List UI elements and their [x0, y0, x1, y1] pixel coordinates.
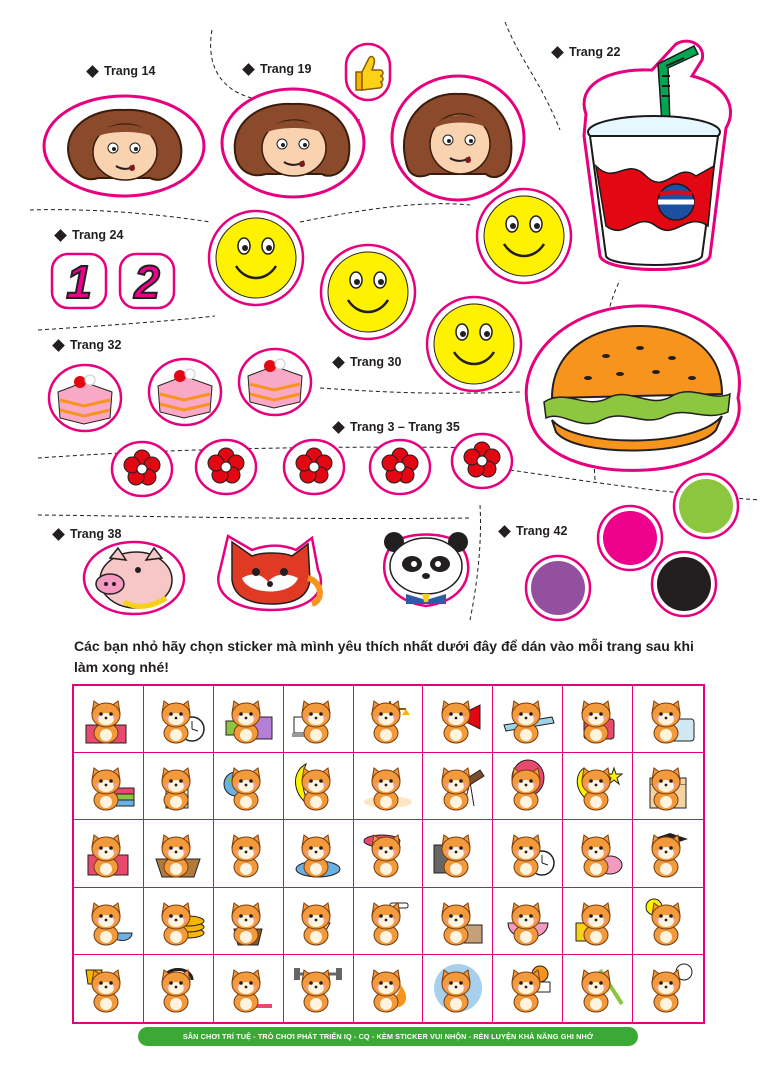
- shiba-gift-icon: [80, 825, 136, 881]
- shiba-sticker-cell[interactable]: [74, 686, 144, 753]
- shiba-pancakes-icon: [150, 893, 206, 949]
- diamond-bullet-icon: [86, 65, 99, 78]
- shiba-sticker-cell[interactable]: [423, 686, 493, 753]
- shiba-sticker-cell[interactable]: [493, 753, 563, 820]
- shiba-sticker-cell[interactable]: [214, 955, 284, 1022]
- shiba-scale-icon: [360, 691, 416, 747]
- shiba-box-icon: [80, 691, 136, 747]
- shiba-sticker-cell[interactable]: [354, 753, 424, 820]
- shiba-wave-icon: [430, 960, 486, 1016]
- shiba-bucket-icon: [220, 893, 276, 949]
- shiba-castle-icon: [640, 758, 696, 814]
- shiba-notepad-icon: [150, 758, 206, 814]
- shiba-sticker-cell[interactable]: [74, 753, 144, 820]
- thumbs-up-sticker[interactable]: [344, 42, 392, 102]
- shiba-sticker-cell[interactable]: [284, 686, 354, 753]
- footer-banner: SÂN CHƠI TRÍ TUỆ - TRÒ CHƠI PHÁT TRIỂN IQ - CQ - KÈM STICKER VUI NHỘN - RÈN LUYỆN KHẢ NĂNG GHI NHỚ: [138, 1027, 638, 1046]
- shiba-sticker-cell[interactable]: [563, 686, 633, 753]
- cake-slice-sticker[interactable]: [46, 362, 124, 434]
- black-dot-sticker[interactable]: [650, 550, 718, 618]
- shiba-sticker-grid: [72, 684, 705, 1024]
- diamond-bullet-icon: [332, 356, 345, 369]
- diamond-bullet-icon: [551, 46, 564, 59]
- shiba-sticker-cell[interactable]: [354, 955, 424, 1022]
- pig-sticker[interactable]: [82, 540, 186, 616]
- shiba-sticker-cell[interactable]: [144, 753, 214, 820]
- diamond-bullet-icon: [332, 421, 345, 434]
- number-2-sticker[interactable]: [118, 252, 176, 315]
- shiba-teacup-icon: [500, 893, 556, 949]
- shiba-sticker-cell[interactable]: [563, 820, 633, 887]
- diamond-bullet-icon: [54, 229, 67, 242]
- shiba-sticker-cell[interactable]: [423, 820, 493, 887]
- shiba-sticker-cell[interactable]: [214, 753, 284, 820]
- soda-cup-sticker[interactable]: [566, 36, 742, 280]
- label-trang-32: Trang 32: [54, 338, 121, 352]
- shiba-sticker-cell[interactable]: [284, 753, 354, 820]
- shiba-basketball-icon: [500, 960, 556, 1016]
- shiba-suitcase-icon: [640, 691, 696, 747]
- shiba-sticker-cell[interactable]: [423, 888, 493, 955]
- flower-sticker[interactable]: [194, 438, 258, 496]
- shiba-sticker-cell[interactable]: [633, 686, 703, 753]
- number-2-shape: [118, 252, 176, 310]
- shiba-slide-icon: [570, 960, 626, 1016]
- shiba-dumbbell-icon: [290, 960, 346, 1016]
- shiba-sticker-cell[interactable]: [74, 888, 144, 955]
- purple-dot-sticker[interactable]: [524, 554, 592, 622]
- flower-sticker[interactable]: [450, 432, 514, 490]
- shiba-bag-icon: [570, 893, 626, 949]
- shiba-books-icon: [80, 758, 136, 814]
- smiley-sticker[interactable]: [318, 242, 418, 342]
- shiba-volleyball-icon: [640, 960, 696, 1016]
- label-trang-22: Trang 22: [553, 45, 620, 59]
- number-1-shape: [50, 252, 108, 310]
- girl-face-sticker[interactable]: [40, 90, 208, 202]
- smiley-sticker[interactable]: [474, 186, 574, 286]
- shiba-sticker-cell[interactable]: [74, 820, 144, 887]
- shiba-sticker-cell[interactable]: [633, 753, 703, 820]
- smiley-sticker[interactable]: [424, 294, 524, 394]
- shiba-sticker-cell[interactable]: [354, 820, 424, 887]
- shiba-moon-icon: [290, 758, 346, 814]
- shiba-sticker-cell[interactable]: [423, 753, 493, 820]
- label-trang-24: Trang 24: [56, 228, 123, 242]
- shiba-sticker-cell[interactable]: [144, 955, 214, 1022]
- burger-sticker[interactable]: [516, 298, 748, 476]
- shiba-campfire-icon: [360, 960, 416, 1016]
- shiba-bone-icon: [360, 893, 416, 949]
- girl-face-sticker-3[interactable]: [388, 72, 528, 204]
- shiba-sticker-cell[interactable]: [214, 820, 284, 887]
- shiba-sticker-cell[interactable]: [214, 888, 284, 955]
- shiba-sunhat-icon: [360, 825, 416, 881]
- shiba-sticker-cell[interactable]: [493, 888, 563, 955]
- shiba-megaphone-icon: [430, 691, 486, 747]
- shiba-basket-icon: [150, 825, 206, 881]
- svg-text:1: 1: [66, 256, 92, 308]
- shiba-sticker-cell[interactable]: [354, 686, 424, 753]
- shiba-sticker-cell[interactable]: [144, 888, 214, 955]
- shiba-sticker-cell[interactable]: [423, 955, 493, 1022]
- label-trang-14: Trang 14: [88, 64, 155, 78]
- shiba-calculator-icon: [430, 825, 486, 881]
- flower-sticker[interactable]: [110, 440, 174, 498]
- label-trang-42: Trang 42: [500, 524, 567, 538]
- label-trang-3-35: Trang 3 – Trang 35: [334, 420, 460, 434]
- shiba-sleeping-icon: [360, 758, 416, 814]
- shiba-sticker-cell[interactable]: [144, 820, 214, 887]
- shiba-clock-icon: [500, 825, 556, 881]
- shiba-ring-icon: [290, 825, 346, 881]
- shiba-trophy-icon: [80, 960, 136, 1016]
- shiba-bowl-icon: [80, 893, 136, 949]
- shiba-sitting-icon: [220, 825, 276, 881]
- shiba-lightbulb-icon: [640, 893, 696, 949]
- shiba-sticker-cell[interactable]: [144, 686, 214, 753]
- shiba-laptop-icon: [290, 691, 346, 747]
- shiba-sticker-cell[interactable]: [493, 955, 563, 1022]
- cake-slice-sticker[interactable]: [236, 346, 314, 418]
- shiba-sticker-cell[interactable]: [74, 955, 144, 1022]
- shiba-sticker-cell[interactable]: [633, 888, 703, 955]
- label-trang-19: Trang 19: [244, 62, 311, 76]
- green-dot-sticker[interactable]: [672, 472, 740, 540]
- shiba-headphones-icon: [150, 960, 206, 1016]
- diamond-bullet-icon: [52, 528, 65, 541]
- shiba-sticker-cell[interactable]: [354, 888, 424, 955]
- smiley-sticker[interactable]: [206, 208, 306, 308]
- shiba-sticker-cell[interactable]: [284, 888, 354, 955]
- shiba-graduation-cap-icon: [640, 825, 696, 881]
- svg-text:2: 2: [134, 256, 160, 308]
- shiba-clock-icon: [150, 691, 206, 747]
- shiba-globe-icon: [220, 758, 276, 814]
- shiba-hot-air-balloon-icon: [500, 758, 556, 814]
- shiba-sticker-cell[interactable]: [284, 820, 354, 887]
- shiba-sticker-cell[interactable]: [284, 955, 354, 1022]
- number-1-sticker[interactable]: [50, 252, 108, 315]
- label-trang-38: Trang 38: [54, 527, 121, 541]
- shiba-ice-cream-icon: [290, 893, 346, 949]
- shiba-sticker-cell[interactable]: [563, 888, 633, 955]
- flower-sticker[interactable]: [368, 438, 432, 496]
- shiba-sticker-cell[interactable]: [563, 955, 633, 1022]
- shiba-camera-icon: [570, 691, 626, 747]
- shiba-skateboard-icon: [220, 960, 276, 1016]
- shiba-telescope-icon: [430, 758, 486, 814]
- shiba-drum-icon: [430, 893, 486, 949]
- diamond-bullet-icon: [498, 525, 511, 538]
- label-trang-30: Trang 30: [334, 355, 401, 369]
- shiba-moon-star-icon: [570, 758, 626, 814]
- fox-sticker[interactable]: [212, 530, 328, 612]
- shiba-pig-icon: [570, 825, 626, 881]
- shiba-sticker-cell[interactable]: [214, 686, 284, 753]
- shiba-sticker-cell[interactable]: [563, 753, 633, 820]
- cake-slice-sticker[interactable]: [146, 356, 224, 428]
- shiba-airplane-icon: [500, 691, 556, 747]
- instruction-text: Các bạn nhỏ hãy chọn sticker mà mình yêu thích nhất dưới đây để dán vào mỗi trang sau khi làm xong nhé!: [74, 638, 694, 675]
- shiba-puzzle-icon: [220, 691, 276, 747]
- shiba-sticker-cell[interactable]: [493, 686, 563, 753]
- shiba-sticker-cell[interactable]: [633, 820, 703, 887]
- shiba-sticker-cell[interactable]: [493, 820, 563, 887]
- diamond-bullet-icon: [242, 63, 255, 76]
- panda-sticker[interactable]: [376, 524, 476, 610]
- diamond-bullet-icon: [52, 339, 65, 352]
- shiba-sticker-cell[interactable]: [633, 955, 703, 1022]
- flower-sticker[interactable]: [282, 438, 346, 496]
